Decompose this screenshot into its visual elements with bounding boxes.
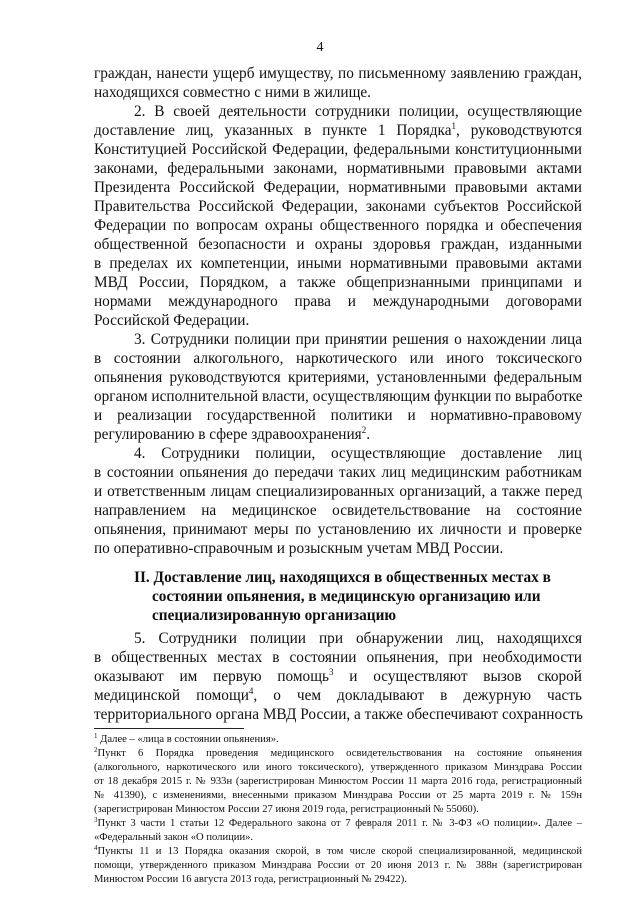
footnote-4-line-1	[94, 845, 582, 859]
p2-line-7: Федерации по вопросам охраны общественного порядка и обеспечения	[94, 217, 582, 234]
section-heading-line-2: состоянии опьянения, в медицинскую организацию или	[152, 588, 541, 605]
p3-line-5: и реализации государственной политики и нормативно-правовому	[94, 407, 582, 424]
p4-line-1: 4. Сотрудники полиции, осуществляющие доставление лиц	[134, 445, 582, 462]
p3-line-4: органом исполнительной власти, осуществляющим функции по выработке	[94, 388, 583, 405]
footnote-3-mark: 3	[94, 816, 98, 824]
p5-line-4	[94, 686, 582, 705]
footnote-2-line-5: (зарегистрирован Минюстом России 27 июня 2019 года, регистрационный № 55060).	[94, 804, 479, 815]
footnote-3-text: Пункт 3 части 1 статьи 12 Федерального закона от 7 февраля 2011 г. № 3-ФЗ «О полиции». Далее –	[97, 818, 582, 829]
footnote-2-line-4: № 41390), с изменениями, внесенными приказом Минздрава России от 25 марта 2019 г. № 159н	[94, 790, 582, 801]
p2-line-11: нормами международного права и международными договорами	[94, 293, 582, 310]
p4-line-5: опьянения, принимают меры по установлению их личности и проверке	[94, 521, 582, 538]
p5-text-b: и осуществляют вызов скорой	[333, 668, 582, 685]
p3-text-a: регулированию в сфере здравоохранения	[94, 426, 362, 443]
footnote-2-line-2: (алкогольного, наркотического или иного токсического), утвержденного приказом Минздрава России	[94, 762, 582, 773]
p2-line-9: в пределах их компетенции, иными нормативными правовыми актами	[94, 255, 582, 272]
footnote-1-text: Далее – «лица в состоянии опьянения».	[100, 734, 279, 745]
p5-line-2: в общественных местах в состоянии опьянения, при необходимости	[94, 649, 582, 666]
footnote-3-line-1	[94, 817, 582, 831]
p5-text-c: медицинской помощи	[94, 687, 249, 704]
p2-line-8: общественной безопасности и охраны здоровья граждан, изданными	[94, 236, 582, 253]
p3-line-2: в состоянии алкогольного, наркотического или иного токсического	[94, 350, 582, 367]
p4-line-2: в состоянии опьянения до передачи таких лиц медицинским работникам	[94, 464, 582, 481]
footnote-ref-1: 1	[451, 121, 457, 131]
p2-line-3: Конституцией Российской Федерации, федеральными конституционными	[94, 141, 582, 158]
footnote-1-mark: 1	[94, 732, 98, 740]
p4-line-6: по оперативно-справочным и розыскным учетам МВД России.	[94, 540, 504, 557]
p5-text-a: оказывают им первую помощь	[94, 668, 329, 685]
section-heading-line-3: специализированную организацию	[152, 607, 397, 624]
p5-text-d: , о чем докладывают в дежурную часть	[253, 687, 582, 704]
footnote-4-text: Пункты 11 и 13 Порядка оказания скорой, в том числе скорой специализированной, медицинской	[97, 846, 582, 857]
footnote-2-mark: 2	[94, 746, 98, 754]
footnote-4-line-2: помощи, утвержденного приказом Минздрава России от 20 июня 2013 г. № 388н (зарегистрирован	[94, 860, 582, 871]
p2-text-a: доставление лиц, указанных в пункте 1 Порядка	[94, 122, 452, 139]
p3-line-3: опьянения руководствуются критериями, установленными федеральным	[94, 369, 582, 386]
p2-text-b: , руководствуются	[456, 122, 582, 139]
footnote-2-text: Пункт 6 Порядка проведения медицинского освидетельствования на состояние опьянения	[97, 748, 582, 759]
p3-text-b: .	[366, 426, 371, 443]
p5-line-5: территориального органа МВД России, а также обеспечивают сохранность	[94, 706, 583, 723]
p2-line-10: МВД России, Порядком, а также общепризнанными принципами и	[94, 274, 582, 291]
p3-line-1: 3. Сотрудники полиции при принятии решения о нахождении лица	[134, 331, 582, 348]
section-heading-line-1: II. Доставление лиц, находящихся в общественных местах в	[134, 569, 551, 586]
p2-line-12: Российской Федерации.	[94, 312, 250, 329]
p2-line-5: Президента Российской Федерации, нормативными правовыми актами	[94, 179, 582, 196]
footnote-ref-4: 4	[248, 686, 254, 696]
footnote-2-line-1	[94, 747, 582, 761]
footnote-ref-3: 3	[328, 667, 334, 677]
p2-line-2	[94, 121, 582, 140]
p4-line-4: направлением на медицинское освидетельствование на состояние	[94, 502, 582, 519]
footnote-1	[94, 733, 582, 747]
intro-line-2: находящихся совместно с ними в жилище.	[94, 84, 371, 101]
footnote-3-line-2: «Федеральный закон «О полиции».	[94, 832, 254, 843]
p5-line-3	[94, 667, 582, 686]
footnote-4-line-3: Минюстом России 16 августа 2013 года, регистрационный № 29422).	[94, 874, 407, 885]
p2-line-6: Правительства Российской Федерации, законами субъектов Российской	[94, 198, 582, 215]
footnote-2-line-3: от 18 декабря 2015 г. № 933н (зарегистрирован Минюстом России 11 марта 2016 года, регистрационный	[94, 776, 582, 787]
intro-line-1: граждан, нанести ущерб имуществу, по письменному заявлению граждан,	[94, 65, 582, 82]
p5-line-1: 5. Сотрудники полиции при обнаружении лиц, находящихся	[134, 630, 582, 647]
page-number: 4	[316, 40, 324, 55]
p2-line-1: 2. В своей деятельности сотрудники полиции, осуществляющие	[134, 103, 582, 120]
footnote-ref-2: 2	[361, 425, 367, 435]
footnote-separator	[94, 728, 244, 729]
p4-line-3: и ответственным лицам специализированных организаций, а также перед	[94, 483, 582, 500]
p2-line-4: законами, федеральными законами, нормативными правовыми актами	[94, 160, 582, 177]
p3-line-6	[94, 425, 582, 444]
footnote-4-mark: 4	[94, 844, 98, 852]
